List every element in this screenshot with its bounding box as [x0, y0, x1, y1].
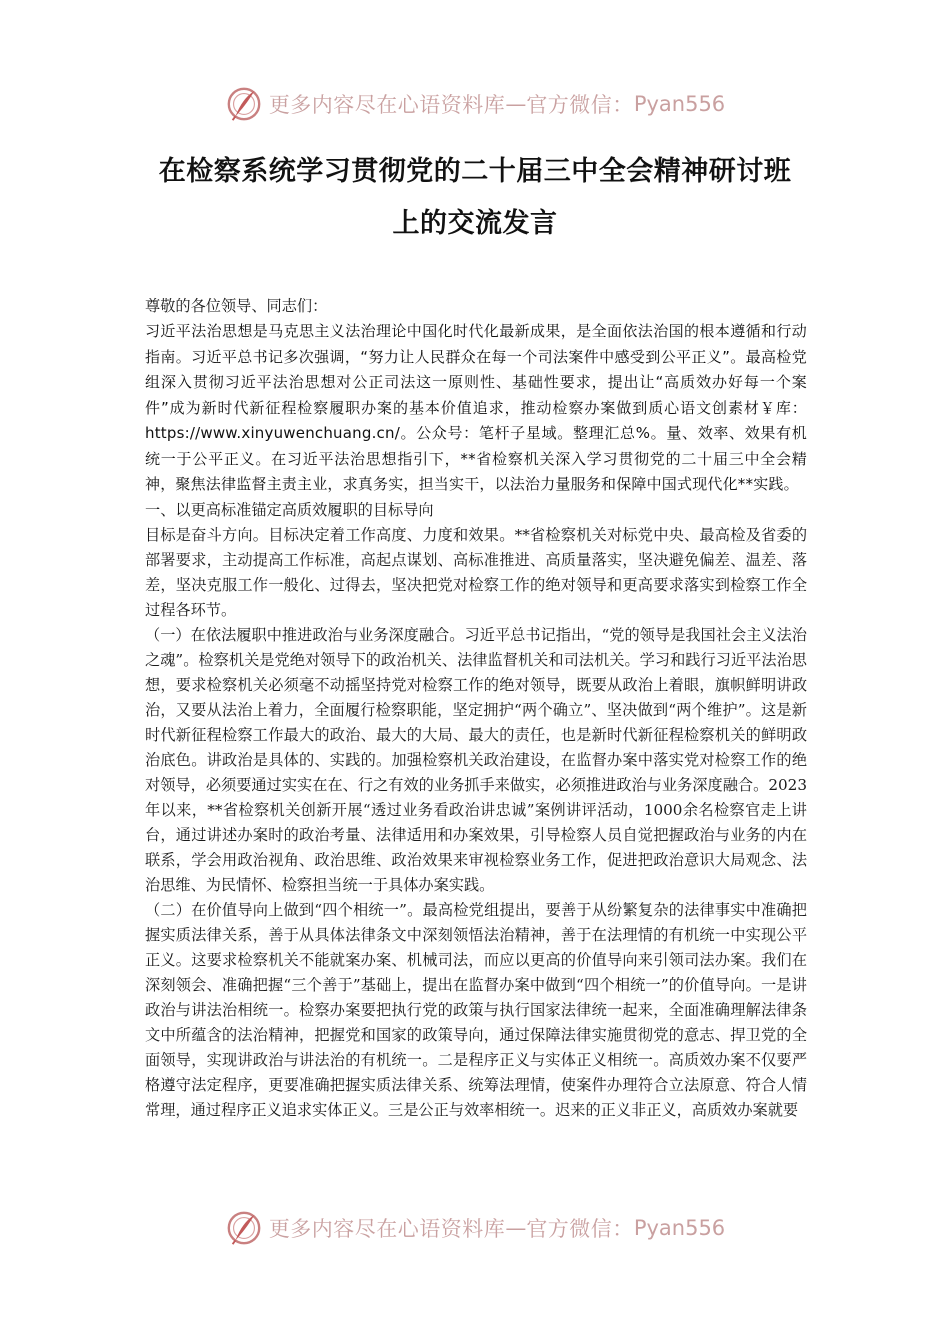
salutation: 尊敬的各位领导、同志们： — [145, 297, 328, 315]
title-line-2: 上的交流发言 — [392, 208, 558, 239]
footer-watermark-banner — [0, 1206, 950, 1250]
section-heading-1: 一、以更高标准锚定高质效履职的目标导向 — [145, 500, 434, 519]
quill-logo-icon — [225, 1209, 263, 1247]
banner-separator: — — [505, 1216, 527, 1240]
document-title — [120, 146, 830, 250]
banner-wechat-label: 官方微信： — [526, 93, 634, 117]
header-watermark-banner — [0, 82, 950, 126]
banner-text: 更多内容尽在心语资料库 — [268, 1217, 506, 1241]
banner-text: 更多内容尽在心语资料库 — [268, 93, 506, 117]
title-line-1: 在检察系统学习贯彻党的二十届三中全会精神研讨班 — [158, 156, 792, 187]
quill-logo-icon — [225, 85, 263, 123]
intro-paragraph: 习近平法治思想是马克思主义法治理论中国化时代化最新成果，是全面依法治国的根本遵循和行动指南。习近平总书记多次强调，“努力让人民群众在每一个司法案件中感受到公平正义”。最高检党组深入贯彻习近平法治思想对公正司法这一原则性、基础性要求，提出让“高质效办好每一个案件”成为新时代新征程检察履职办案的基本价值追求，推动检察办案做到质心语文创素材￥库：https://www.xinyuwenchuang.cn/。公众号：笔杆子星域。整理汇总%。量、效率、效果有机统一于公平正义。在习近平法治思想指引下，**省检察机关深入学习贯彻党的二十届三中全会精神，聚焦法律监督主责主业，求真务实，担当实干，以法治力量服务和保障中国式现代化**实践。 — [145, 322, 807, 493]
document-body — [145, 294, 807, 1123]
banner-wechat-id: Pyan556 — [633, 1216, 726, 1240]
body-paragraph: （一）在依法履职中推进政治与业务深度融合。习近平总书记指出，“党的领导是我国社会主义法治之魂”。检察机关是党绝对领导下的政治机关、法律监督机关和司法机关。学习和践行习近平法治思想，要求检察机关必须毫不动摇坚持党对检察工作的绝对领导，既要从政治上着眼，旗帜鲜明讲政治，又要从法治上着力，全面履行检察职能，坚定拥护“两个确立”、坚决做到“两个维护”。这是新时代新征程检察工作最大的政治、最大的大局、最大的责任，也是新时代新征程检察机关的鲜明政治底色。讲政治是具体的、实践的。加强检察机关政治建设，在监督办案中落实党对检察工作的绝对领导，必须要通过实实在在、行之有效的业务抓手来做实，必须推进政治与业务深度融合。2023年以来，**省检察机关创新开展“透过业务看政治讲忠诚”案例讲评活动，1000余名检察官走上讲台，通过讲述办案时的政治考量、法律适用和办案效果，引导检察人员自觉把握政治与业务的内在联系，学会用政治视角、政治思维、政治效果来审视检察业务工作，促进把政治意识大局观念、法治思维、为民情怀、检察担当统一于具体办案实践。 — [145, 625, 807, 894]
banner-wechat-id: Pyan556 — [633, 92, 726, 116]
body-paragraph: （二）在价值导向上做到“四个相统一”。最高检党组提出，要善于从纷繁复杂的法律事实中准确把握实质法律关系，善于从具体法律条文中深刻领悟法治精神，善于在法理情的有机统一中实现公平正义。这要求检察机关不能就案办案、机械司法，而应以更高的价值导向来引领司法办案。我们在深刻领会、准确把握“三个善于”基础上，提出在监督办案中做到“四个相统一”的价值导向。一是讲政治与讲法治相统一。检察办案要把执行党的政策与执行国家法律统一起来，全面准确理解法律条文中所蕴含的法治精神，把握党和国家的政策导向，通过保障法律实施贯彻党的意志、捍卫党的全面领导，实现讲政治与讲法治的有机统一。二是程序正义与实体正义相统一。高质效办案不仅要严格遵守法定程序，更要准确把握实质法律关系、统筹法理情，使案件办理符合立法原意、符合人情常理，通过程序正义追求实体正义。三是公正与效率相统一。迟来的正义非正义，高质效办案就要 — [145, 900, 807, 1119]
banner-wechat-label: 官方微信： — [526, 1217, 634, 1241]
body-paragraph: 目标是奋斗方向。目标决定着工作高度、力度和效果。**省检察机关对标党中央、最高检及省委的部署要求，主动提高工作标准，高起点谋划、高标准推进、高质量落实，坚决避免偏差、温差、落差，坚决克服工作一般化、过得去，坚决把党对检察工作的绝对领导和更高要求落实到检察工作全过程各环节。 — [145, 525, 807, 619]
banner-separator: — — [505, 92, 527, 116]
